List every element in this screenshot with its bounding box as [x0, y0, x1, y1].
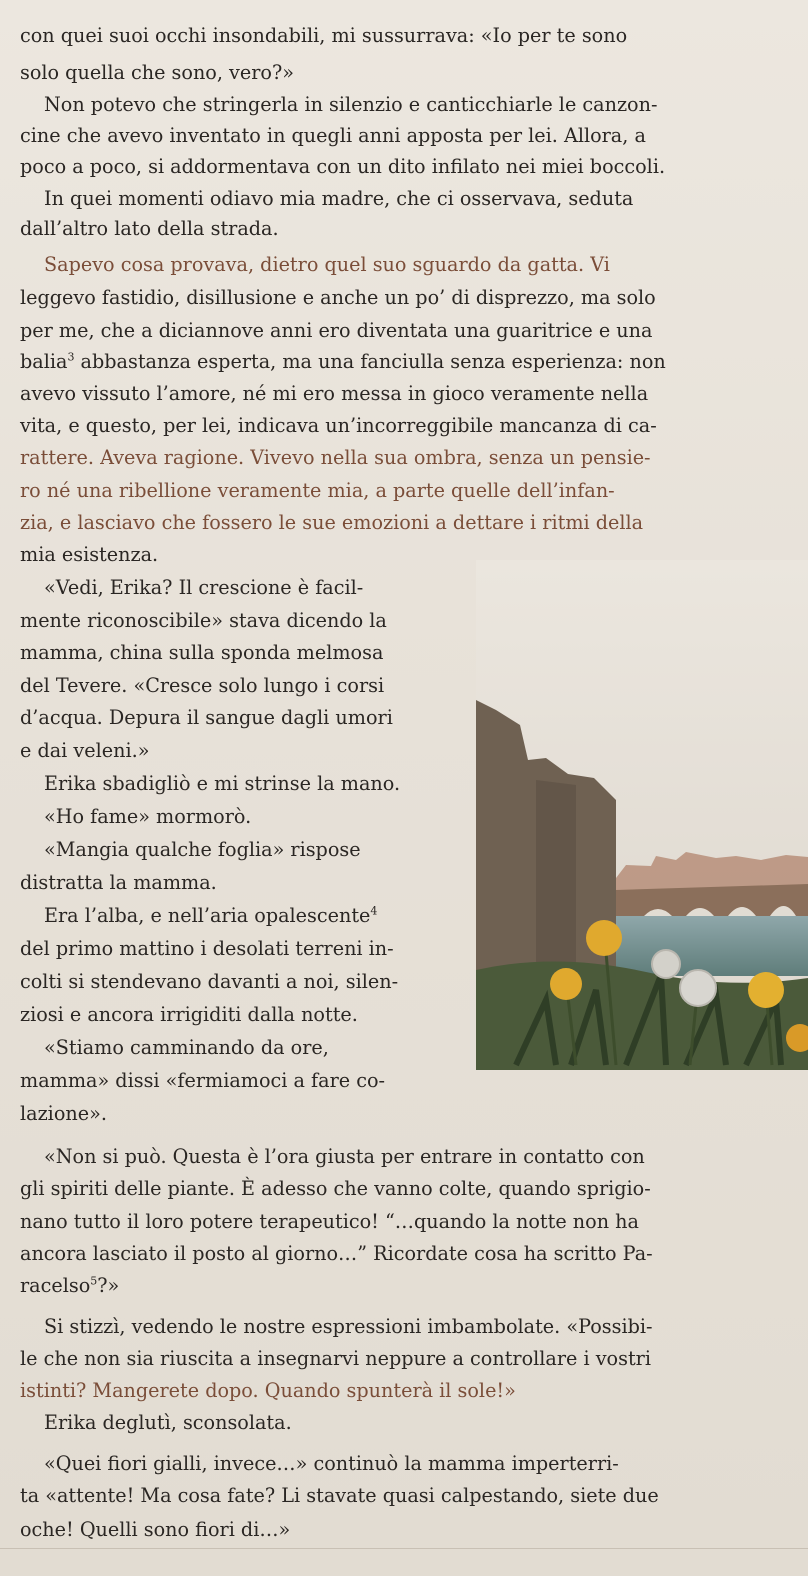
text-line: ziosi e ancora irrigiditi dalla notte.	[20, 1003, 358, 1026]
text-line: In quei momenti odiavo mia madre, che ci osservava, seduta	[44, 187, 634, 210]
text-line: vita, e questo, per lei, indicava un’incorreggibile mancanza di ca-	[20, 414, 657, 437]
text-line: lazione».	[20, 1102, 107, 1125]
text-line: mia esistenza.	[20, 543, 159, 566]
text-line: cine che avevo inventato in quegli anni apposta per lei. Allora, a	[20, 124, 646, 147]
dandelion-seed-head	[680, 970, 716, 1006]
text-segment: ?»	[97, 1274, 120, 1297]
text-line: ro né una ribellione veramente mia, a parte quelle dell’infan-	[20, 479, 615, 502]
text-line: «Stiamo camminando da ore,	[44, 1036, 329, 1059]
text-segment: racelso	[20, 1274, 91, 1297]
text-segment: abbastanza esperta, ma una fanciulla senza esperienza: non	[74, 350, 666, 373]
text-line: leggevo fastidio, disillusione e anche un po’ di disprezzo, ma solo	[20, 286, 656, 309]
dandelion-flower	[550, 968, 582, 1000]
text-line: nano tutto il loro potere terapeutico! “…quando la notte non ha	[20, 1210, 639, 1233]
text-line	[20, 352, 666, 371]
text-line	[44, 906, 377, 925]
footnote-ref: 4	[370, 904, 378, 918]
river-water	[596, 916, 808, 976]
dandelion-flower	[748, 972, 784, 1008]
text-line: mamma, china sulla sponda melmosa	[20, 641, 384, 664]
text-line: colti si stendevano davanti a noi, silen-	[20, 970, 399, 993]
text-line: «Vedi, Erika? Il crescione è facil-	[44, 576, 364, 599]
text-line: rattere. Aveva ragione. Vivevo nella sua ombra, senza un pensie-	[20, 446, 651, 469]
text-line: dall’altro lato della strada.	[20, 217, 279, 240]
text-line: le che non sia riuscita a insegnarvi neppure a controllare i vostri	[20, 1347, 651, 1370]
text-line	[20, 1276, 119, 1295]
footnote-ref: 5	[90, 1274, 98, 1288]
dandelion-flower	[586, 920, 622, 956]
text-line: Non potevo che stringerla in silenzio e canticchiarle le canzon-	[44, 93, 658, 116]
text-line: del primo mattino i desolati terreni in-	[20, 937, 394, 960]
text-line: zia, e lasciavo che fossero le sue emozioni a dettare i ritmi della	[20, 511, 644, 534]
text-line: «Quei fiori gialli, invece…» continuò la mamma imperterri-	[44, 1452, 619, 1475]
text-line: d’acqua. Depura il sangue dagli umori	[20, 706, 393, 729]
text-line: poco a poco, si addormentava con un dito infilato nei miei boccoli.	[20, 155, 666, 178]
page-bottom-edge	[0, 1548, 808, 1549]
text-line: Erika sbadigliò e mi strinse la mano.	[44, 772, 401, 795]
text-line: con quei suoi occhi insondabili, mi sussurrava: «Io per te sono	[20, 24, 628, 47]
text-line: Erika deglutì, sconsolata.	[44, 1411, 292, 1434]
text-line: «Ho fame» mormorò.	[44, 805, 252, 828]
footnote-ref: 3	[67, 350, 75, 364]
text-line: gli spiriti delle piante. È adesso che vanno colte, quando sprigio-	[20, 1177, 651, 1200]
river-landscape-illustration	[476, 560, 808, 1070]
text-line: «Mangia qualche foglia» rispose	[44, 838, 361, 861]
text-line: distratta la mamma.	[20, 871, 217, 894]
text-line: mamma» dissi «fermiamoci a fare co-	[20, 1069, 386, 1092]
text-line: ancora lasciato il posto al giorno…” Ricordate cosa ha scritto Pa-	[20, 1242, 653, 1265]
text-segment: balia	[20, 350, 68, 373]
dandelion-seed-head	[652, 950, 680, 978]
text-line: mente riconoscibile» stava dicendo la	[20, 609, 387, 632]
text-line: istinti? Mangerete dopo. Quando spunterà il sole!»	[20, 1379, 516, 1402]
building-shadow	[536, 780, 576, 980]
text-line: del Tevere. «Cresce solo lungo i corsi	[20, 674, 385, 697]
text-line: Si stizzì, vedendo le nostre espressioni imbambolate. «Possibi-	[44, 1315, 653, 1338]
text-line: ta «attente! Ma cosa fate? Li stavate quasi calpestando, siete due	[20, 1484, 659, 1507]
text-line: e dai veleni.»	[20, 739, 150, 762]
text-line: per me, che a diciannove anni ero diventata una guaritrice e una	[20, 319, 653, 342]
text-line: «Non si può. Questa è l’ora giusta per entrare in contatto con	[44, 1145, 645, 1168]
text-line: oche! Quelli sono fiori di…»	[20, 1518, 291, 1541]
text-line: Sapevo cosa provava, dietro quel suo sguardo da gatta. Vi	[44, 253, 610, 276]
text-segment: Era l’alba, e nell’aria opalescente	[44, 904, 371, 927]
text-line: avevo vissuto l’amore, né mi ero messa in gioco veramente nella	[20, 382, 649, 405]
text-line: solo quella che sono, vero?»	[20, 61, 295, 84]
